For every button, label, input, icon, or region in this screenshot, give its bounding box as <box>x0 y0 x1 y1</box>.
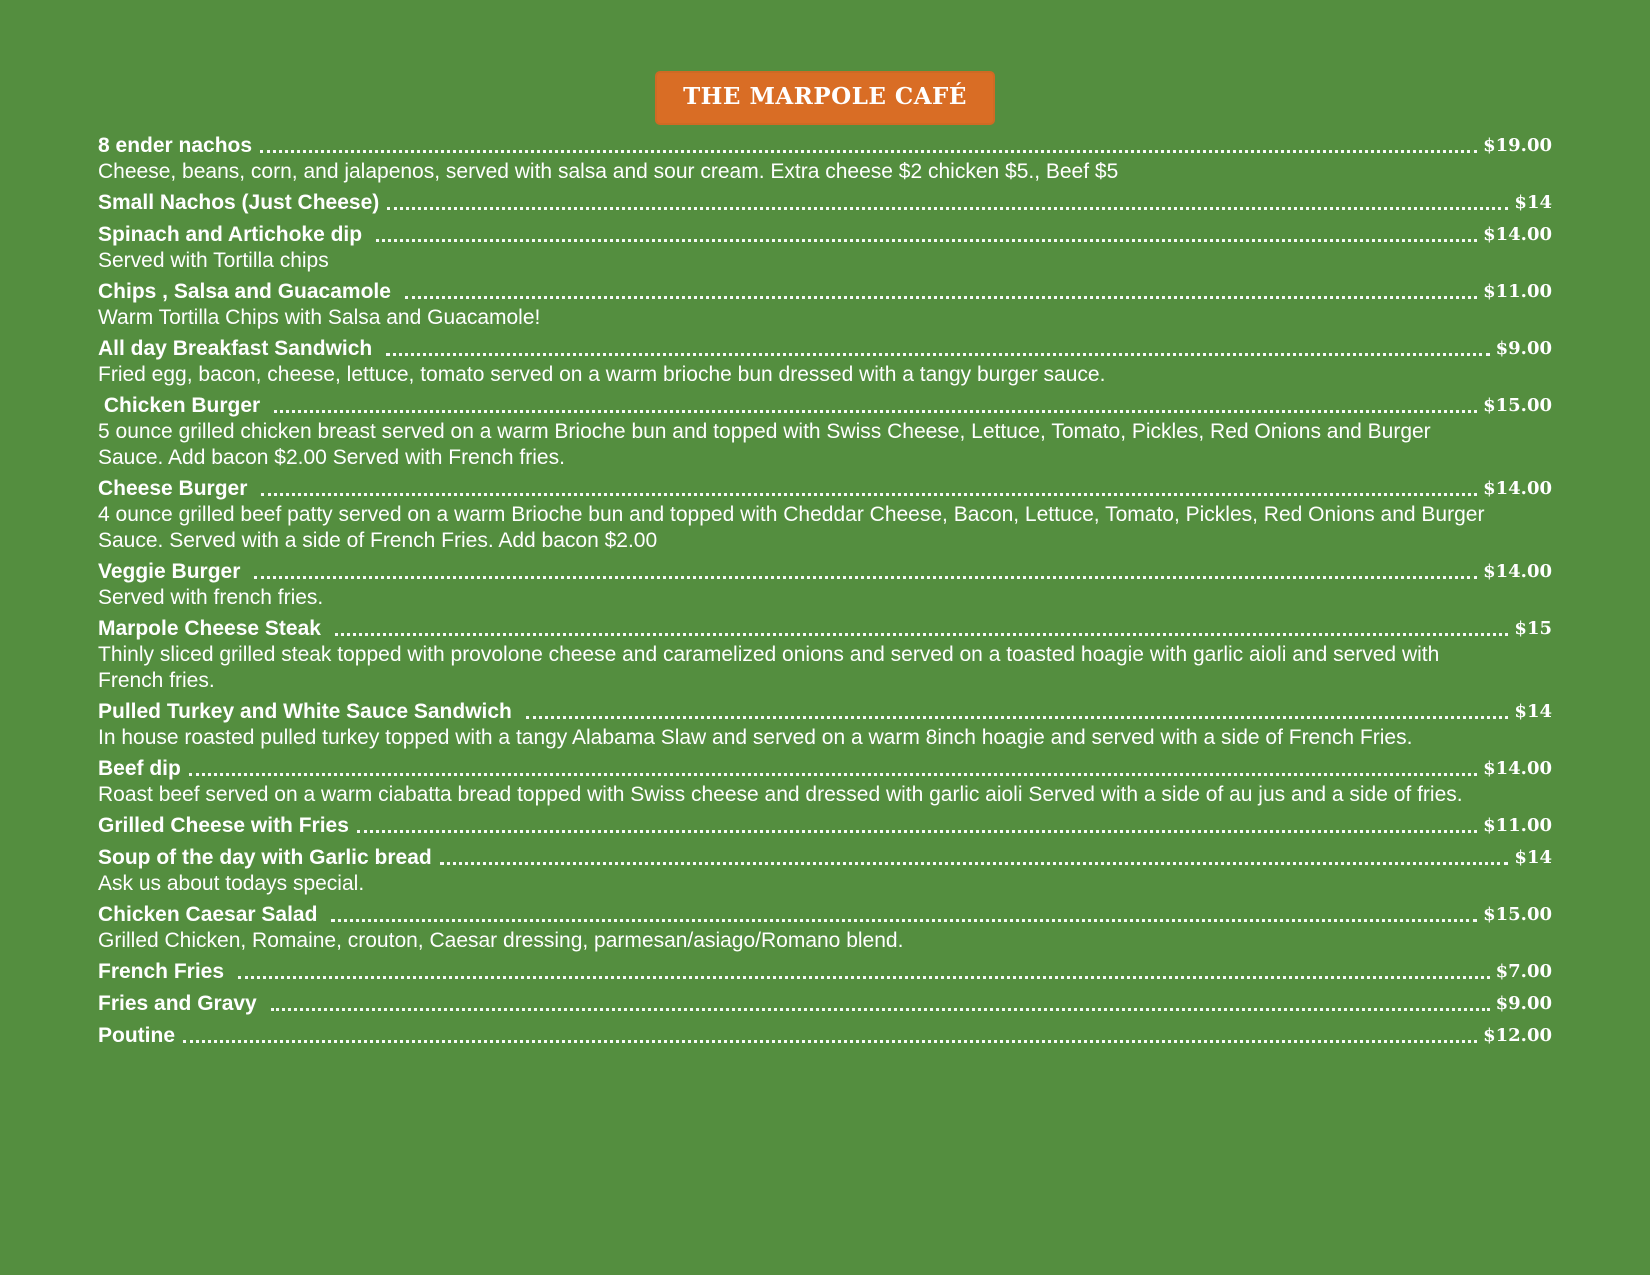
menu-item <box>98 335 1552 388</box>
menu-item <box>98 698 1552 751</box>
menu-item <box>98 558 1552 611</box>
dotted-leader <box>440 862 1509 865</box>
dotted-leader <box>238 976 1490 979</box>
header <box>0 73 1650 123</box>
menu-item-name: Spinach and Artichoke dip <box>98 223 368 246</box>
menu-item-name: Beef dip <box>98 757 181 780</box>
dotted-leader <box>357 830 1477 833</box>
menu-item-name: Soup of the day with Garlic bread <box>98 846 432 869</box>
menu-item-price: $9.00 <box>1495 338 1552 359</box>
menu-item-name: Fries and Gravy <box>98 992 263 1015</box>
menu-item-header <box>98 755 1552 783</box>
menu-item-price: $14.00 <box>1483 758 1552 779</box>
menu-item-price: $14 <box>1514 847 1552 868</box>
menu-item <box>98 615 1552 694</box>
menu-item-price: $14.00 <box>1483 224 1552 245</box>
menu-item-name: Veggie Burger <box>98 560 247 583</box>
dotted-leader <box>260 150 1477 153</box>
menu-item-header <box>98 901 1552 929</box>
menu-item-header <box>98 221 1552 249</box>
menu-item-header <box>98 615 1552 643</box>
menu-item-header <box>98 335 1552 363</box>
dotted-leader <box>183 1040 1477 1043</box>
dotted-leader <box>405 296 1477 299</box>
menu-item-name: Poutine <box>98 1024 175 1047</box>
menu-item-description: Grilled Chicken, Romaine, crouton, Caesar dressing, parmesan/asiago/Romano blend. <box>98 929 904 952</box>
menu-list <box>98 132 1552 1054</box>
menu-item-price: $14 <box>1514 192 1552 213</box>
menu-item <box>98 990 1552 1018</box>
menu-item-name: Cheese Burger <box>98 477 254 500</box>
menu-item-description: Served with french fries. <box>98 586 324 609</box>
menu-item <box>98 755 1552 808</box>
dotted-leader <box>386 353 1490 356</box>
menu-item <box>98 221 1552 274</box>
menu-item-header <box>98 812 1552 840</box>
menu-item-name: Chips , Salsa and Guacamole <box>98 280 397 303</box>
menu-item-name: Grilled Cheese with Fries <box>98 814 349 837</box>
menu-item-price: $14.00 <box>1483 478 1552 499</box>
menu-item-price: $15.00 <box>1483 395 1552 416</box>
menu-item <box>98 189 1552 217</box>
dotted-leader <box>376 239 1477 242</box>
menu-item-name: All day Breakfast Sandwich <box>98 337 379 360</box>
cafe-title-banner: THE MARPOLE CAFÉ <box>657 73 993 123</box>
menu-item <box>98 812 1552 840</box>
dotted-leader <box>254 576 1477 579</box>
menu-item-name: Chicken Caesar Salad <box>98 903 324 926</box>
dotted-leader <box>387 207 1508 210</box>
menu-item-price: $7.00 <box>1495 961 1552 982</box>
menu-item-description: Fried egg, bacon, cheese, lettuce, tomato served on a warm brioche bun dressed with a tangy burger sauce. <box>98 363 1106 386</box>
menu-item-price: $12.00 <box>1483 1025 1552 1046</box>
menu-item-header <box>98 132 1552 160</box>
menu-item <box>98 392 1552 471</box>
menu-item-description: Thinly sliced grilled steak topped with provolone cheese and caramelized onions and served on a toasted hoagie with garlic aioli and served with French fries. <box>98 643 1440 692</box>
menu-item-header <box>98 475 1552 503</box>
menu-item <box>98 132 1552 185</box>
dotted-leader <box>274 410 1477 413</box>
menu-item <box>98 844 1552 897</box>
menu-item-price: $11.00 <box>1483 281 1552 302</box>
menu-item-header <box>98 844 1552 872</box>
menu-item <box>98 1022 1552 1050</box>
menu-item-header <box>98 958 1552 986</box>
dotted-leader <box>271 1008 1490 1011</box>
menu-item-name: Pulled Turkey and White Sauce Sandwich <box>98 700 518 723</box>
dotted-leader <box>189 773 1477 776</box>
menu-item-header <box>98 189 1552 217</box>
menu-item <box>98 901 1552 954</box>
dotted-leader <box>335 633 1509 636</box>
menu-item-header <box>98 1022 1552 1050</box>
menu-item-description: Roast beef served on a warm ciabatta bread topped with Swiss cheese and dressed with garlic aioli Served with a side of au jus and a side of fries. <box>98 783 1463 806</box>
menu-item-header <box>98 558 1552 586</box>
menu-item-description: Served with Tortilla chips <box>98 249 329 272</box>
menu-item-name: Chicken Burger <box>98 394 267 417</box>
menu-item-header <box>98 392 1552 420</box>
dotted-leader <box>331 919 1477 922</box>
menu-item-name: 8 ender nachos <box>98 134 253 157</box>
dotted-leader <box>526 716 1509 719</box>
menu-item-header <box>98 278 1552 306</box>
menu-item-name: Small Nachos (Just Cheese) <box>98 191 380 214</box>
menu-item-price: $15.00 <box>1483 904 1552 925</box>
menu-item-price: $19.00 <box>1483 135 1552 156</box>
menu-item-header <box>98 698 1552 726</box>
menu-item <box>98 958 1552 986</box>
menu-item-price: $9.00 <box>1495 993 1552 1014</box>
menu-item <box>98 278 1552 331</box>
menu-item-price: $11.00 <box>1483 815 1552 836</box>
menu-item <box>98 475 1552 554</box>
menu-item-name: French Fries <box>98 960 230 983</box>
menu-item-description: Cheese, beans, corn, and jalapenos, served with salsa and sour cream. Extra cheese $2 chicken $5., Beef $5 <box>98 160 1119 183</box>
menu-item-price: $14.00 <box>1483 561 1552 582</box>
menu-item-description: In house roasted pulled turkey topped with a tangy Alabama Slaw and served on a warm 8inch hoagie and served with a side of French Fries. <box>98 726 1413 749</box>
menu-item-description: Warm Tortilla Chips with Salsa and Guacamole! <box>98 306 541 329</box>
menu-item-price: $14 <box>1514 701 1552 722</box>
menu-item-price: $15 <box>1514 618 1552 639</box>
menu-item-description: Ask us about todays special. <box>98 872 365 895</box>
menu-item-description: 4 ounce grilled beef patty served on a warm Brioche bun and topped with Cheddar Cheese, Bacon, Lettuce, Tomato, Pickles, Red Onions and Burger Sauce. Served with a side of French Fries. Add bacon $2.00 <box>98 503 1485 552</box>
menu-item-description: 5 ounce grilled chicken breast served on a warm Brioche bun and topped with Swiss Cheese, Lettuce, Tomato, Pickles, Red Onions and Burger Sauce. Add bacon $2.00 Served with French fries. <box>98 420 1431 469</box>
menu-item-name: Marpole Cheese Steak <box>98 617 327 640</box>
dotted-leader <box>261 493 1477 496</box>
menu-item-header <box>98 990 1552 1018</box>
